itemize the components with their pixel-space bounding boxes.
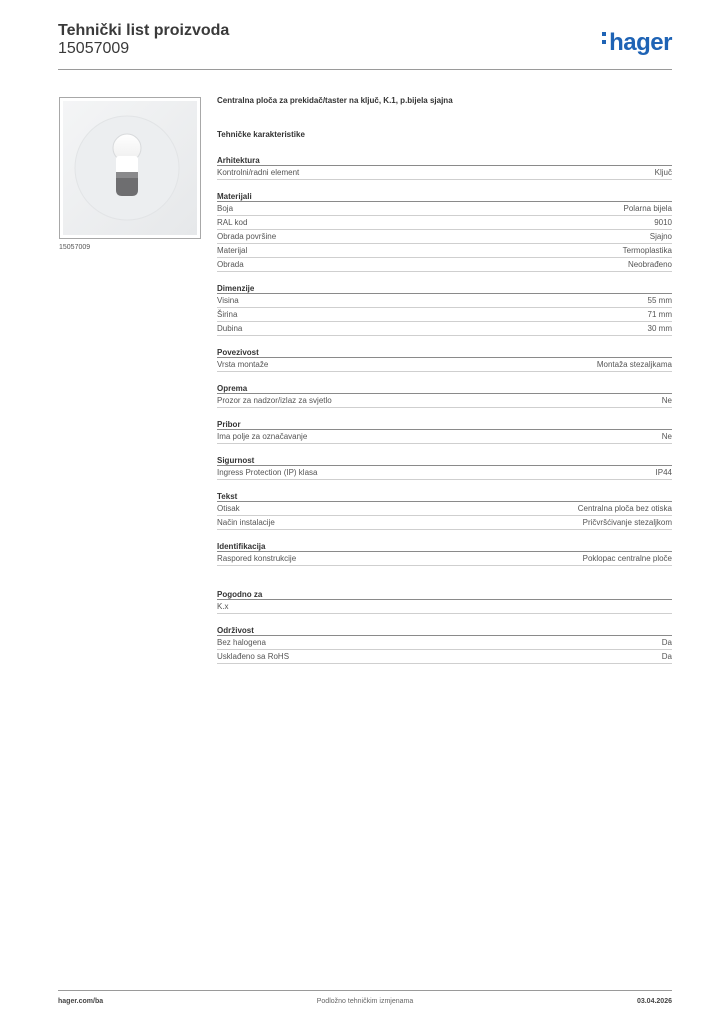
spec-value: Ne [661,396,672,405]
spec-section [217,589,672,614]
spec-row [217,430,672,444]
section-title: Arhitektura [217,155,672,166]
spec-value: Ne [661,432,672,441]
spec-value: Neobrađeno [627,260,672,269]
footer-date: 03.04.2026 [636,998,672,1005]
spec-value: 71 mm [647,310,672,319]
spec-section [217,383,672,408]
spec-section [217,191,672,272]
header-divider [58,69,672,70]
page-header [58,22,672,70]
spec-row [217,230,672,244]
hager-logo [602,30,672,55]
product-image [59,97,201,239]
spec-row [217,516,672,530]
spec-row [217,358,672,372]
spec-value: Da [661,638,672,647]
footer-website: hager.com/ba [58,998,104,1005]
spec-section [217,419,672,444]
spec-value: 9010 [654,218,672,227]
spec-value: Termoplastika [622,246,672,255]
section-title: Povezivost [217,347,672,358]
spec-label: Kontrolni/radni element [217,168,300,177]
spec-label: Bez halogena [217,638,266,647]
spec-label: Ingress Protection (IP) klasa [217,468,318,477]
logo-colon-icon [602,28,609,48]
spec-label: Vrsta montaže [217,360,269,369]
spec-row [217,244,672,258]
section-title: Identifikacija [217,541,672,552]
page-footer [58,998,672,1010]
section-title: Oprema [217,383,672,394]
spec-value: Montaža stezaljkama [596,360,672,369]
spec-section [217,541,672,566]
spec-row [217,166,672,180]
section-title: Održivost [217,625,672,636]
logo-text: hager [609,29,672,56]
section-title: Pribor [217,419,672,430]
footer-disclaimer: Podložno tehničkim izmjenama [316,998,414,1005]
section-title: Sigurnost [217,455,672,466]
spec-section [217,283,672,336]
spec-label: RAL kod [217,218,248,227]
spec-row [217,322,672,336]
spec-row [217,552,672,566]
spec-section [217,625,672,664]
spec-label: Ima polje za označavanje [217,432,308,441]
spec-row [217,466,672,480]
spec-row [217,294,672,308]
spec-row [217,216,672,230]
spec-value: Da [661,652,672,661]
spec-row [217,600,672,614]
product-code: 15057009 [58,40,130,57]
spec-sections [217,155,672,664]
spec-row [217,258,672,272]
spec-label: Raspored konstrukcije [217,554,297,563]
spec-label: Materijal [217,246,248,255]
spec-section [217,347,672,372]
spec-label: Širina [217,310,238,319]
spec-value: Poklopac centralne ploče [582,554,672,563]
spec-label: Obrada površine [217,232,277,241]
section-title: Materijali [217,191,672,202]
image-caption: 15057009 [59,244,91,251]
spec-heading: Tehničke karakteristike [217,130,305,139]
spec-value: Centralna ploča bez otiska [577,504,672,513]
footer-divider [58,990,672,991]
spec-label: Boja [217,204,234,213]
spec-value: Pričvršćivanje stezaljkom [582,518,672,527]
spec-row [217,308,672,322]
spec-row [217,394,672,408]
spec-label: Obrada [217,260,244,269]
spec-label: Dubina [217,324,243,333]
section-title: Pogodno za [217,589,672,600]
spec-row [217,636,672,650]
spec-value: 30 mm [647,324,672,333]
keyhole-plate-icon [60,98,200,238]
spec-label: Prozor za nadzor/izlaz za svjetlo [217,396,332,405]
spec-value: 55 mm [647,296,672,305]
spec-label: K.x [217,602,229,611]
spec-row [217,650,672,664]
spec-section [217,155,672,180]
spec-section [217,491,672,530]
section-title: Dimenzije [217,283,672,294]
spec-value: Sjajno [649,232,672,241]
spec-row [217,502,672,516]
section-title: Tekst [217,491,672,502]
spec-value: Ključ [654,168,672,177]
spec-label: Način instalacije [217,518,275,527]
spec-label: Usklađeno sa RoHS [217,652,290,661]
spec-content [217,95,672,664]
spec-label: Visina [217,296,239,305]
spec-label: Otisak [217,504,240,513]
spec-section [217,455,672,480]
spec-value: Polarna bijela [623,204,672,213]
spec-value: IP44 [655,468,672,477]
spec-row [217,202,672,216]
document-title: Tehnički list proizvoda [58,22,230,39]
product-title: Centralna ploča za prekidač/taster na ključ, K.1, p.bijela sjajna [217,96,453,105]
